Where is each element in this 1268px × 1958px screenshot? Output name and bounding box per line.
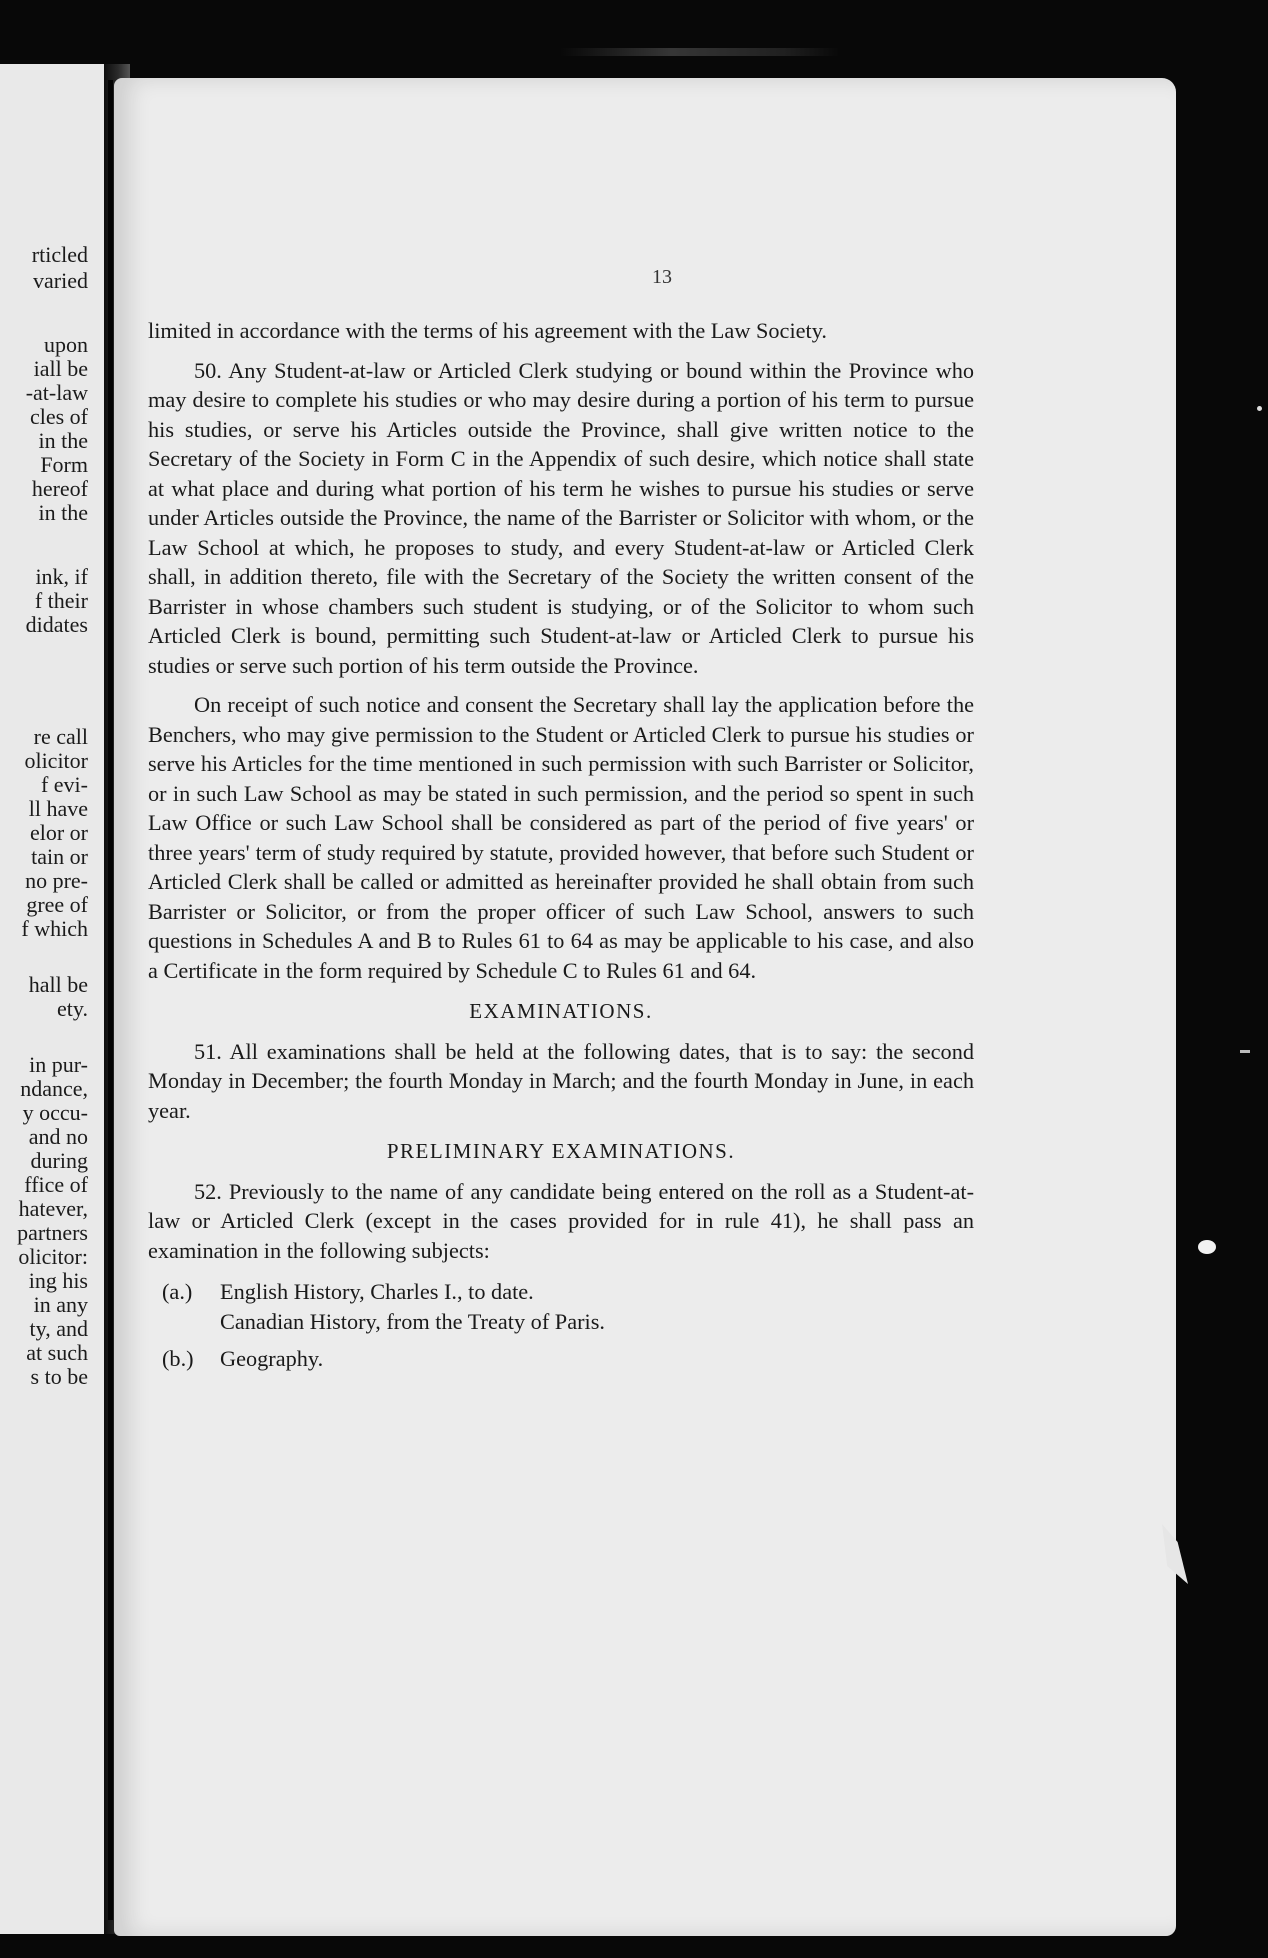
- adjacent-page-text-fragment: partners: [17, 1220, 88, 1245]
- list-item-b: [148, 1344, 974, 1374]
- adjacent-page-text-fragment: re call: [33, 724, 88, 749]
- adjacent-page-text-fragment: f which: [21, 916, 88, 941]
- list-item-a: [148, 1277, 974, 1336]
- adjacent-page-text-fragment: no pre-: [25, 868, 88, 893]
- adjacent-page-text-fragment: in the: [38, 500, 88, 525]
- scan-dot: [1257, 406, 1262, 411]
- adjacent-page-text-fragment: upon: [44, 332, 88, 357]
- adjacent-page-text-fragment: rticled: [31, 242, 88, 267]
- adjacent-page-text-fragment: ndance,: [20, 1076, 88, 1101]
- scan-streak: [560, 48, 840, 56]
- adjacent-page-text-fragment: varied: [33, 268, 88, 293]
- adjacent-page-text-fragment: olicitor:: [18, 1244, 88, 1269]
- list-item-a-line-2: Canadian History, from the Treaty of Paris.: [220, 1308, 605, 1334]
- scan-mark: [1240, 1050, 1250, 1053]
- paragraph-52: 52. Previously to the name of any candidate being entered on the roll as a Student-at-law or Articled Clerk (except in the cases provided for in rule 41), he shall pass an examination in the following subjects:: [148, 1178, 974, 1263]
- adjacent-page-fragment: [0, 64, 104, 1934]
- adjacent-page-text-fragment: -at-law: [25, 380, 88, 405]
- adjacent-page-text-fragment: s to be: [30, 1364, 88, 1389]
- page-body: [148, 316, 974, 1374]
- adjacent-page-text-fragment: cles of: [29, 404, 88, 429]
- adjacent-page-text-fragment: ing his: [28, 1268, 88, 1293]
- adjacent-page-text-fragment: ink, if: [35, 564, 88, 589]
- adjacent-page-text-fragment: ety.: [57, 996, 88, 1021]
- heading-preliminary-examinations: PRELIMINARY EXAMINATIONS.: [386, 1139, 736, 1163]
- adjacent-page-text-fragment: f their: [34, 588, 88, 613]
- adjacent-page-text-fragment: Form: [40, 452, 88, 477]
- adjacent-page-text-fragment: f evi-: [40, 772, 88, 797]
- list-marker-a: (a.): [162, 1279, 193, 1304]
- adjacent-page-text-fragment: in pur-: [29, 1052, 88, 1077]
- paragraph-intro: limited in accordance with the terms of his agreement with the Law Society.: [148, 318, 828, 343]
- adjacent-page-text-fragment: iall be: [33, 356, 88, 381]
- adjacent-page-text-fragment: hereof: [31, 476, 88, 501]
- paragraph-51: 51. All examinations shall be held at the following dates, that is to say: the second Monday in December; the fourth Monday in March; and the fourth Monday in June, in each year.: [148, 1038, 974, 1123]
- adjacent-page-text-fragment: tain or: [31, 844, 88, 869]
- adjacent-page-text-fragment: in any: [33, 1292, 88, 1317]
- adjacent-page-text-fragment: during: [30, 1148, 88, 1173]
- adjacent-page-text-fragment: ffice of: [24, 1172, 88, 1197]
- paragraph-50: 50. Any Student-at-law or Articled Clerk studying or bound within the Province who may desire to complete his studies or who may desire during a portion of his term to pursue his studies, or serve his Articles outside the Province, shall give written notice to the Secretary of the Society in Form C in the Appendix of such desire, which notice shall state at what place and during what portion of his term he wishes to pursue his studies or serve under Articles outside the Province, the name of the Barrister or Solicitor with whom, or the Law School at which, he proposes to study, and every Student-at-law or Articled Clerk shall, in addition thereto, file with the Secretary of the Society the written consent of the Barrister in whose chambers such student is studying, or of the Solicitor to whom such Articled Clerk is bound, permitting such Student-at-law or Articled Clerk to pursue his studies or serve such portion of his term outside the Province.: [148, 357, 974, 678]
- document-page: [114, 78, 1176, 1936]
- paragraph-50-continued: On receipt of such notice and consent the Secretary shall lay the application before the Benchers, who may give permission to the Student or Articled Clerk to pursue his studies or serve his Articles for the time mentioned in such permission with such Barrister or Solicitor, or in such Law School as may be stated in such permission, and the period so spent in such Law Office or such Law School shall be considered as part of the period of five years' or three years' term of study required by statute, provided however, that before such Student or Articled Clerk shall be called or admitted as hereinafter provided he shall obtain from such Barrister or Solicitor, or from the proper officer of such Law School, answers to such questions in Schedules A and B to Rules 61 to 64 as may be applicable to his case, and also a Certificate in the form required by Schedule C to Rules 61 and 64.: [148, 692, 974, 983]
- adjacent-page-text-fragment: ty, and: [29, 1316, 88, 1341]
- adjacent-page-text-fragment: elor or: [29, 820, 88, 845]
- gutter-shadow-line: [108, 80, 113, 1920]
- list-marker-b: (b.): [162, 1346, 194, 1371]
- page-number: 13: [652, 266, 672, 288]
- adjacent-page-text-fragment: hatever,: [18, 1196, 88, 1221]
- adjacent-page-text-fragment: in the: [38, 428, 88, 453]
- adjacent-page-text-fragment: olicitor: [24, 748, 88, 773]
- list-item-b-line-1: Geography.: [220, 1346, 324, 1371]
- heading-examinations: EXAMINATIONS.: [469, 999, 653, 1023]
- scan-speck: [1198, 1240, 1216, 1254]
- adjacent-page-text-fragment: at such: [26, 1340, 88, 1365]
- adjacent-page-text-fragment: ll have: [28, 796, 88, 821]
- list-item-a-line-1: English History, Charles I., to date.: [220, 1279, 534, 1304]
- adjacent-page-text-fragment: y occu-: [22, 1100, 88, 1125]
- adjacent-page-text-fragment: hall be: [28, 972, 88, 997]
- adjacent-page-text-fragment: didates: [25, 612, 88, 637]
- adjacent-page-text-fragment: gree of: [26, 892, 88, 917]
- adjacent-page-text-fragment: and no: [28, 1124, 88, 1149]
